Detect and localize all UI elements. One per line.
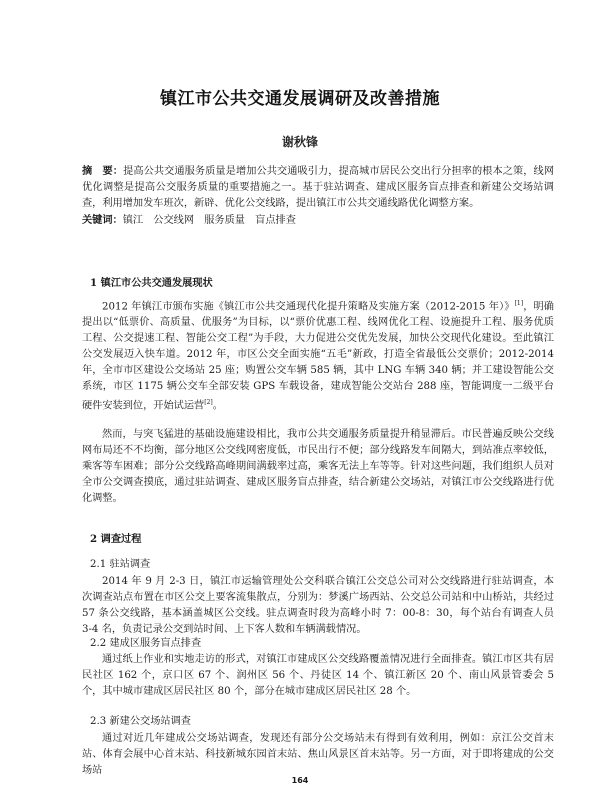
section-1-heading: 1 镇江市公共交通发展现状 [90, 277, 213, 289]
page-number: 164 [291, 776, 309, 785]
section-1-paragraph-2: 然而，与突飞猛进的基础设施建设相比，我市公共交通服务质量提升稍显滞后。市民普遍反映公交线网布局还不不均衡，部分地区公交线网密度低，市民出行不便；部分线路发车间隔大，到站准点率较低，乘客等车困难；部分公交线路高峰期间满载率过高，乘客无法上车等等。针对这些问题，我们组织人员对全市公交调查摸底，通过驻站调查、建成区服务盲点排查，结合新建公交场站，对镇江市公交线路进行优化调整。 [82, 429, 554, 504]
section-2-2-text: 通过纸上作业和实地走访的形式，对镇江市建成区公交线路覆盖情况进行全面排查。镇江市区共有居民社区 162 个，京口区 67 个、润州区 56 个、丹徒区 14 个、镇江新区 20 个、南山风景管委会 5 个，其中城市建成区居民社区 80 个，部分在城市建成区居民社区 28 个。 [82, 654, 554, 697]
section-1-p1-rest: ，明确提出以“低票价、高质量、优服务”为目标，以“票价优惠工程、线网优化工程、设施提升工程、服务优质工程、公交提速工程、智能公交工程”为手段，大力促进公交优先发展，加快公交现代化建设。至此镇江公交发展迈入快车道。2012 年，市区公交全面实施“五毛”新政，打造全省最低公交票价；2012-2014 年，全市市区建设公交场站 25 座；购置公交车辆 585 辆，其中 LNG 车辆 340 辆；并工建设智能公交系统，市区 1175 辆公交车全部安装 GPS 车载设备，建成智能公交站台 288 座，智能调度一二级平台硬件安装到位，开始试运营 [82, 301, 554, 412]
paper-title: 镇江市公共交通发展调研及改善措施 [160, 89, 440, 109]
keywords-text: 镇江 公交线网 服务质量 盲点排查 [122, 215, 296, 226]
abstract-label: 摘 要： [82, 165, 124, 177]
section-1-paragraph-1 [82, 296, 554, 415]
section-2-3-heading: 2.3 新建公交场站调查 [90, 716, 191, 727]
section-2-1-text: 2014 年 9 月 2-3 日，镇江市运输管理处公交科联合镇江公交总公司对公交线路进行驻站调查，本次调查站点布置在市区公交上要客流集散点，分别为：梦溪广场西站、公交总公司站和中山桥站，共经过 57 条公交线路，基本涵盖城区公交线。驻点调查时段为高峰小时 7：00-8：30，每个站台有调查人员 3-4 名，负责记录公交到站时间、上下客人数和车辆满载情况。 [82, 576, 554, 635]
section-2-2-heading: 2.2 建成区服务盲点排查 [90, 638, 202, 649]
abstract-text: 提高公共交通服务质量是增加公共交通吸引力，提高城市居民公交出行分担率的根本之策，线网优化调整是提高公交服务质量的重要措施之一。基于驻站调查、建成区服务盲点排查和新建公交场站调查，利用增加发车班次，新辟、优化公交线路，提出镇江市公共交通线路优化调整方案。 [82, 166, 555, 209]
author-name: 谢秋锋 [281, 135, 318, 149]
keywords [82, 212, 554, 229]
section-2-1-heading: 2.1 驻站调查 [90, 559, 151, 570]
abstract [82, 163, 554, 212]
section-2-heading: 2 调查过程 [90, 533, 142, 545]
keywords-label: 关键词： [82, 214, 123, 226]
reference-1: [1] [514, 300, 524, 307]
section-2-3-text: 通过对近几年建成公交场站调查，发现还有部分公交场站未有得到有效利用，例如：京江公交首末站、体育会展中心首末站、科技新城东园首末站、焦山风景区首末站等。另一方面，对于即将建成的公交场站 [82, 733, 554, 776]
section-1-p1-end: 。 [212, 400, 223, 412]
reference-2: [2] [204, 399, 213, 407]
section-1-p1-start: 2012 年镇江市颁布实施《镇江市公共交通现代化提升策略及实施方案（2012-2015 年）》 [102, 301, 515, 313]
